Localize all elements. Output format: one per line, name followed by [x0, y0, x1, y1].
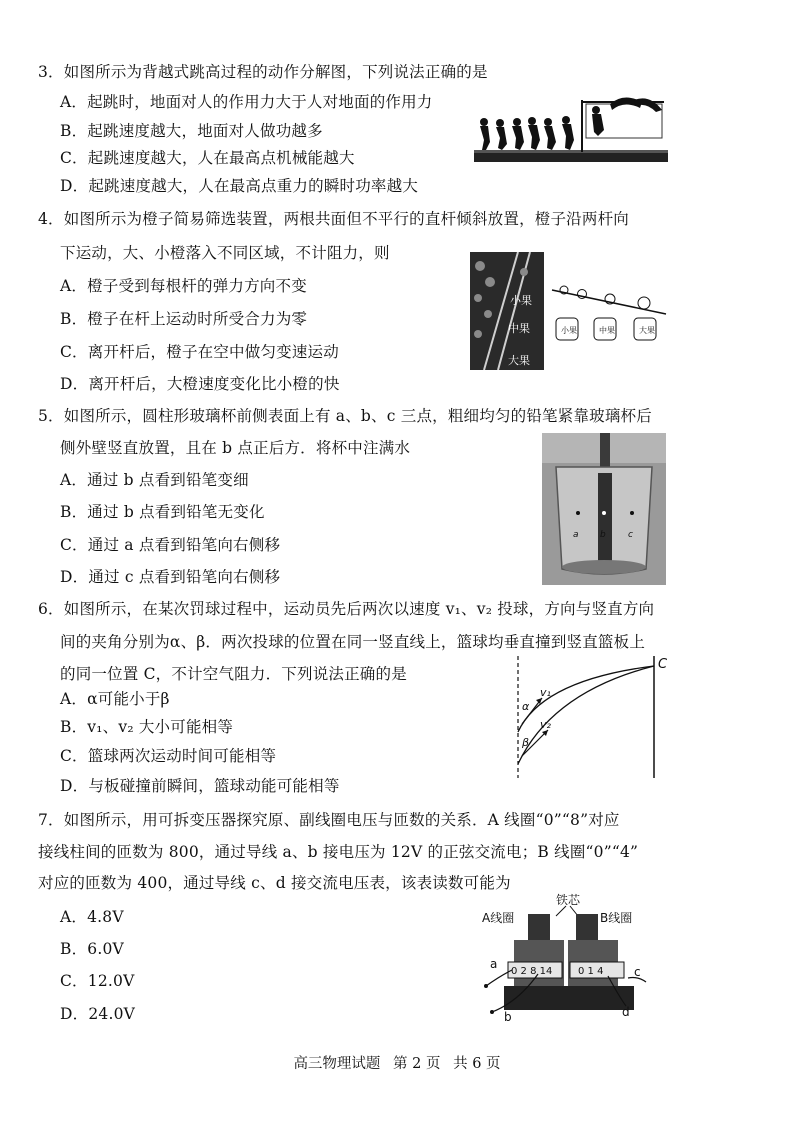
wire-c-label: c — [634, 965, 641, 979]
page-footer — [0, 1052, 794, 1073]
v2-label: v₂ — [540, 718, 551, 731]
glass-point-a: a — [573, 530, 579, 540]
v1-label: v₁ — [540, 686, 551, 699]
glass-pencil-photo — [542, 433, 666, 585]
q5-option-c: C．通过 a 点看到铅笔向右侧移 — [60, 536, 281, 554]
q5-stem-line-1: 5．如图所示，圆柱形玻璃杯前侧表面上有 a、b、c 三点，粗细均匀的铅笔紧靠玻璃杯后 — [38, 407, 652, 425]
q6-stem-line-1: 6．如图所示，在某次罚球过程中，运动员先后两次以速度 v₁、v₂ 投球，方向与竖直方向 — [38, 600, 655, 618]
q6-option-a: A．α可能小于β — [60, 690, 170, 708]
q6-stem-line-3: 的同一位置 C，不计空气阻力．下列说法正确的是 — [60, 665, 407, 683]
q4-option-b: B．橙子在杆上运动时所受合力为零 — [60, 310, 308, 328]
point-c-label: C — [658, 657, 668, 672]
q7-stem-line-1: 7．如图所示，用可拆变压器探究原、副线圈电压与匝数的关系．A 线圈“0”“8”对应 — [38, 811, 620, 829]
q3-stem: 3．如图所示为背越式跳高过程的动作分解图，下列说法正确的是 — [38, 63, 488, 81]
q6-option-b: B．v₁、v₂ 大小可能相等 — [60, 718, 234, 736]
q4-option-d: D．离开杆后，大橙速度变化比小橙的快 — [60, 375, 340, 393]
q3-option-d: D．起跳速度越大，人在最高点重力的瞬时功率越大 — [60, 177, 419, 195]
q7-option-a: A．4.8V — [60, 908, 124, 926]
footer-page: 第 2 页 — [393, 1056, 441, 1072]
box-large: 大果 — [639, 326, 655, 335]
label-small-fruit: 小果 — [510, 294, 532, 307]
alpha-label: α — [522, 700, 530, 713]
q7-option-b: B．6.0V — [60, 940, 124, 958]
q6-option-d: D．与板碰撞前瞬间，篮球动能可能相等 — [60, 777, 340, 795]
glass-point-b: b — [600, 530, 606, 540]
core-label: 铁芯 — [556, 893, 581, 907]
basketball-trajectory-figure — [512, 652, 672, 782]
orange-sorter-figure — [470, 252, 670, 370]
wire-b-label: b — [504, 1010, 512, 1024]
box-small: 小果 — [561, 326, 577, 335]
wire-a-label: a — [490, 957, 498, 971]
q5-option-b: B．通过 b 点看到铅笔无变化 — [60, 503, 265, 521]
q6-stem-line-2: 间的夹角分别为α、β．两次投球的位置在同一竖直线上，篮球均垂直撞到竖直篮板上 — [60, 633, 646, 651]
label-large-fruit: 大果 — [508, 354, 530, 367]
q7-option-d: D．24.0V — [60, 1005, 136, 1023]
q3-option-a: A．起跳时，地面对人的作用力大于人对地面的作用力 — [60, 93, 433, 111]
box-medium: 中果 — [599, 326, 615, 335]
coil-b-label: B线圈 — [600, 911, 633, 925]
beta-label: β — [522, 736, 530, 749]
footer-total: 共 6 页 — [453, 1056, 501, 1072]
terminals-coil-a: 0 2 8 14 — [511, 966, 553, 977]
q4-option-a: A．橙子受到每根杆的弹力方向不变 — [60, 277, 307, 295]
coil-a-label: A线圈 — [482, 911, 515, 925]
label-medium-fruit: 中果 — [508, 322, 530, 335]
q3-option-c: C．起跳速度越大，人在最高点机械能越大 — [60, 149, 355, 167]
q5-option-a: A．通过 b 点看到铅笔变细 — [60, 471, 249, 489]
wire-d-label: d — [622, 1005, 630, 1019]
q5-stem-line-2: 侧外壁竖直放置，且在 b 点正后方．将杯中注满水 — [60, 439, 411, 457]
footer-title: 高三物理试题 — [293, 1056, 381, 1072]
q3-option-b: B．起跳速度越大，地面对人做功越多 — [60, 122, 323, 140]
q4-stem-line-1: 4．如图所示为橙子简易筛选装置，两根共面但不平行的直杆倾斜放置，橙子沿两杆向 — [38, 210, 629, 228]
q7-option-c: C．12.0V — [60, 972, 135, 990]
terminals-coil-b: 0 1 4 — [578, 966, 604, 977]
q5-option-d: D．通过 c 点看到铅笔向右侧移 — [60, 568, 281, 586]
q7-stem-line-3: 对应的匝数为 400，通过导线 c、d 接交流电压表，该表读数可能为 — [38, 874, 511, 892]
q6-option-c: C．篮球两次运动时间可能相等 — [60, 747, 277, 765]
q4-stem-line-2: 下运动，大、小橙落入不同区域，不计阻力，则 — [60, 244, 390, 262]
transformer-figure — [478, 890, 654, 1024]
high-jump-figure — [474, 90, 668, 168]
q7-stem-line-2: 接线柱间的匝数为 800，通过导线 a、b 接电压为 12V 的正弦交流电；B 线圈“0”“4” — [38, 843, 639, 861]
glass-point-c: c — [628, 530, 633, 540]
q4-option-c: C．离开杆后，橙子在空中做匀变速运动 — [60, 343, 339, 361]
